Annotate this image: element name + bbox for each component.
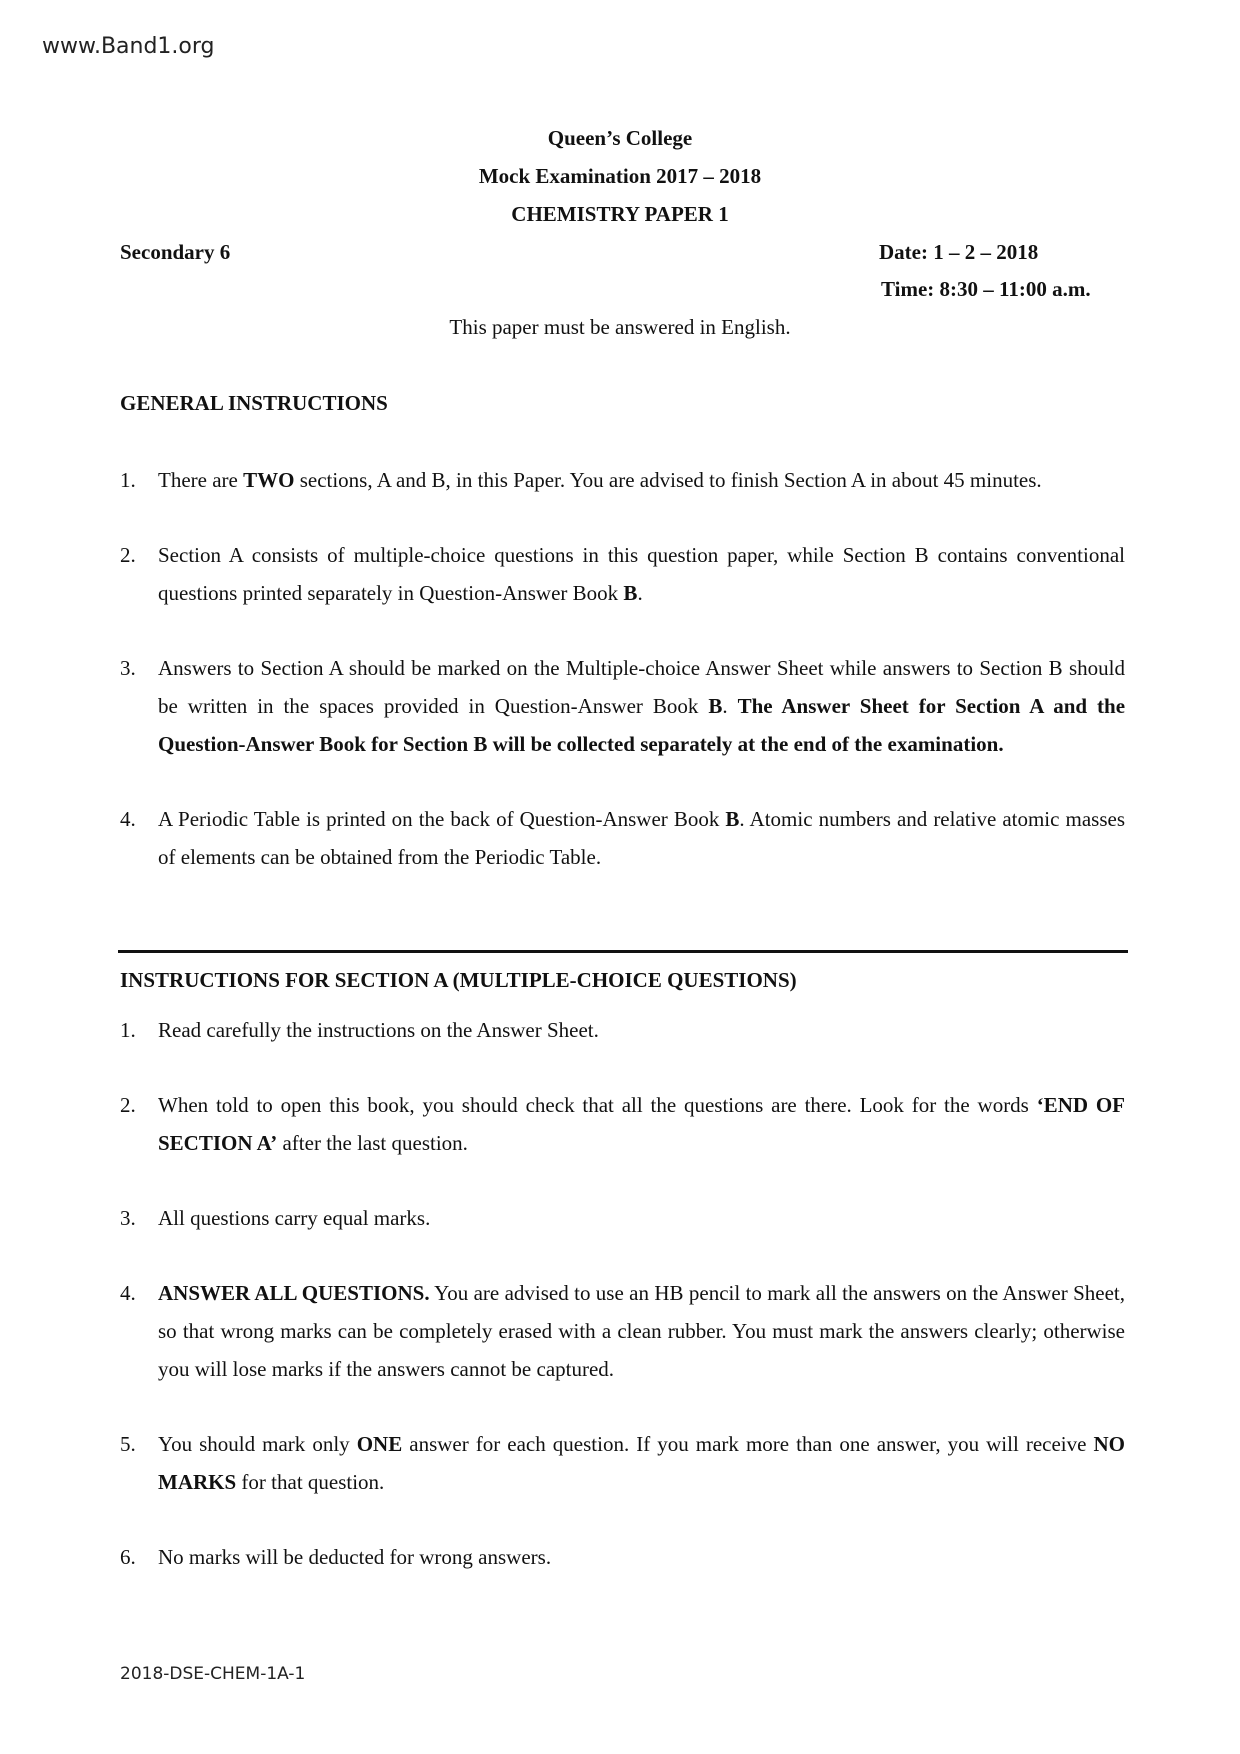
bold-text: B	[623, 581, 638, 605]
text-run: Section A consists of multiple-choice questions in this question paper, while Section B contains conventional questions printed separately in Question-Answer Book	[158, 543, 1125, 605]
text-run: . Atomic numbers and relative atomic masses of elements can be obtained from the Periodic Table.	[158, 807, 1126, 869]
text-run: There are	[158, 468, 244, 492]
instruction-item	[120, 649, 1125, 763]
paper-title: CHEMISTRY PAPER 1	[511, 202, 729, 226]
text-run: .	[722, 694, 738, 718]
instruction-item	[120, 1538, 1125, 1576]
bold-text: ONE	[356, 1432, 403, 1456]
text-run: You should mark only	[158, 1432, 357, 1456]
instruction-item	[120, 1086, 1125, 1162]
item-number: 1.	[120, 1018, 136, 1042]
text-run: All questions carry equal marks.	[158, 1206, 431, 1230]
item-text	[158, 1011, 1125, 1049]
item-text	[158, 461, 1125, 499]
exam-time: Time: 8:30 – 11:00 a.m.	[881, 277, 1091, 301]
bold-text: B	[708, 694, 723, 718]
instruction-item	[120, 1199, 1125, 1237]
language-note: This paper must be answered in English.	[449, 315, 791, 339]
text-run: Read carefully the instructions on the Answer Sheet.	[158, 1018, 599, 1042]
item-text	[158, 1538, 1125, 1576]
item-text	[158, 1425, 1125, 1501]
item-text	[158, 1199, 1125, 1237]
instruction-item	[120, 800, 1125, 876]
item-text	[158, 536, 1125, 612]
text-run: .	[637, 581, 643, 605]
item-number: 4.	[120, 807, 136, 831]
text-run: sections, A and B, in this Paper. You are advised to finish Section A in about 45 minutes.	[294, 468, 1042, 492]
item-number: 2.	[120, 1093, 136, 1117]
item-number: 6.	[120, 1545, 136, 1569]
item-number: 5.	[120, 1432, 136, 1456]
text-run: answer for each question. If you mark more than one answer, you will receive	[402, 1432, 1094, 1456]
section-divider	[118, 950, 1128, 953]
section-a-instructions-list	[120, 1011, 1125, 1613]
watermark-url: www.Band1.org	[42, 34, 215, 59]
general-instructions-list	[120, 461, 1125, 913]
item-text	[158, 1086, 1125, 1162]
page-code: 2018-DSE-CHEM-1A-1	[120, 1664, 306, 1684]
instruction-item	[120, 1011, 1125, 1049]
text-run: When told to open this book, you should check that all the questions are there. Look for the words	[158, 1093, 1037, 1117]
bold-text: ‘END OF SECTION A’	[158, 1093, 1125, 1155]
exam-date: Date: 1 – 2 – 2018	[879, 240, 1039, 264]
general-instructions-heading: GENERAL INSTRUCTIONS	[120, 391, 388, 415]
item-text	[158, 800, 1125, 876]
form-level: Secondary 6	[120, 240, 231, 264]
item-text	[158, 1274, 1125, 1388]
item-number: 1.	[120, 468, 136, 492]
bold-text: The Answer Sheet for Section A and the Question-Answer Book for Section B will be collected separately at the end of the examination.	[158, 694, 1126, 756]
text-run: after the last question.	[277, 1131, 468, 1155]
item-number: 3.	[120, 656, 136, 680]
exam-title: Mock Examination 2017 – 2018	[478, 164, 762, 188]
instruction-item	[120, 461, 1125, 499]
bold-text: ANSWER ALL QUESTIONS.	[158, 1281, 430, 1305]
bold-text: B	[725, 807, 740, 831]
text-run: You are advised to use an HB pencil to mark all the answers on the Answer Sheet, so that wrong marks can be completely erased with a clean rubber. You must mark the answers clearly; otherwise you will lose marks if the answers cannot be captured.	[158, 1281, 1125, 1381]
school-name: Queen’s College	[547, 126, 693, 150]
item-number: 4.	[120, 1281, 136, 1305]
text-run: Answers to Section A should be marked on the Multiple-choice Answer Sheet while answers to Section B should be written in the spaces provided in Question-Answer Book	[158, 656, 1125, 718]
item-number: 3.	[120, 1206, 136, 1230]
section-a-heading: INSTRUCTIONS FOR SECTION A (MULTIPLE-CHOICE QUESTIONS)	[120, 968, 797, 992]
instruction-item	[120, 536, 1125, 612]
bold-text: TWO	[243, 468, 295, 492]
instruction-item	[120, 1274, 1125, 1388]
item-text	[158, 649, 1125, 763]
text-run: No marks will be deducted for wrong answers.	[158, 1545, 552, 1569]
text-run: for that question.	[236, 1470, 385, 1494]
bold-text: NO MARKS	[158, 1432, 1125, 1494]
instruction-item	[120, 1425, 1125, 1501]
item-number: 2.	[120, 543, 136, 567]
text-run: A Periodic Table is printed on the back of Question-Answer Book	[158, 807, 726, 831]
